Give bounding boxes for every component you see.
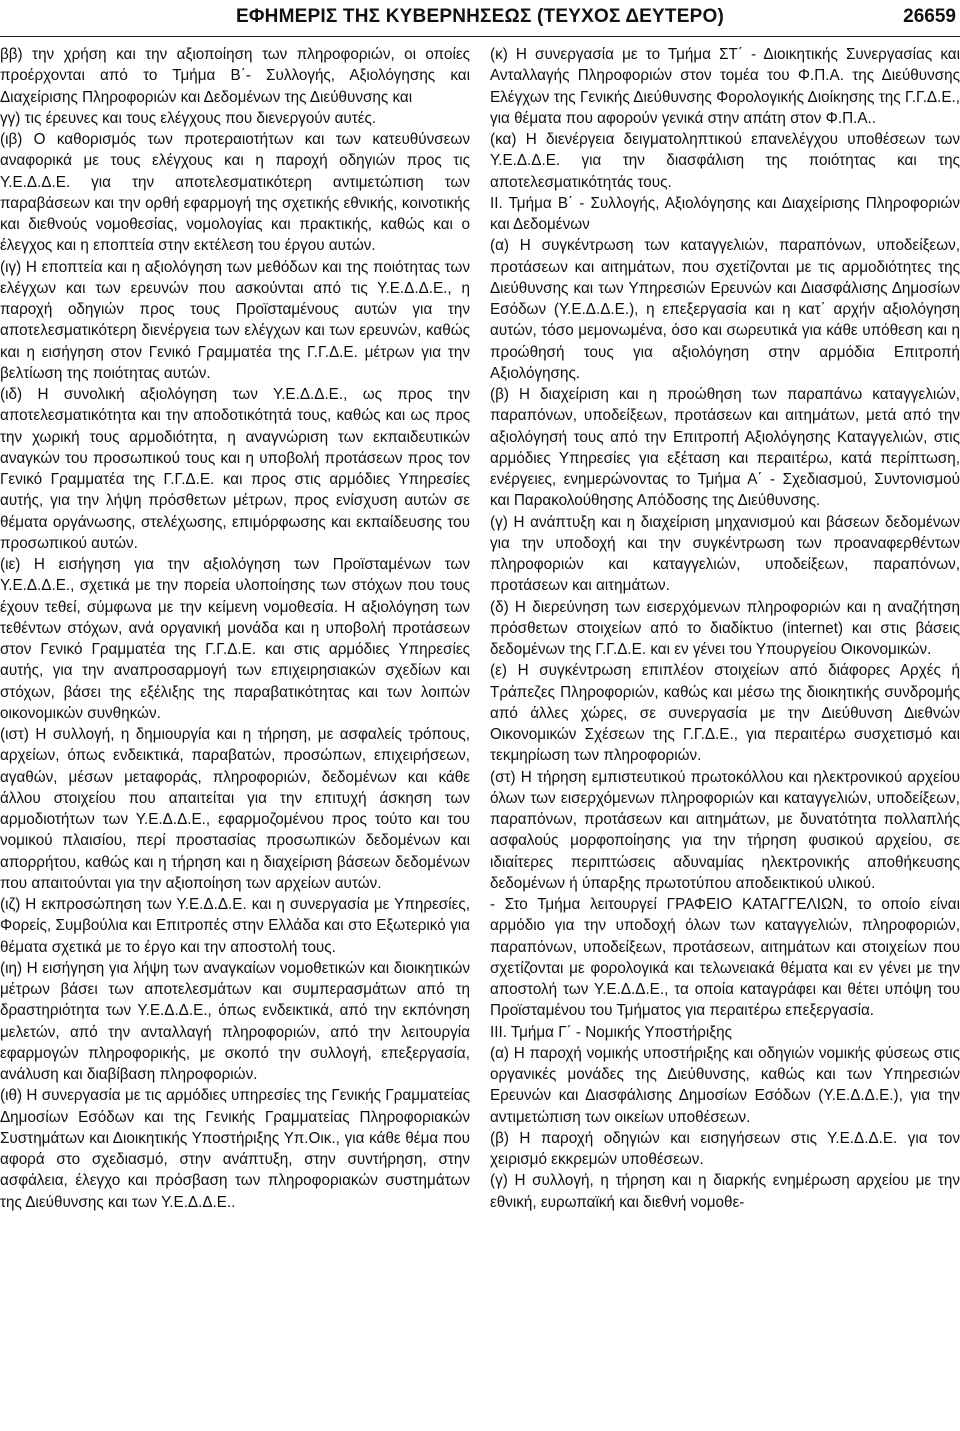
paragraph: (ιε) Η εισήγηση για την αξιολόγηση των Προϊσταμένων των Υ.Ε.Δ.Δ.Ε., σχετικά με την πορεία υλοποίησης των στόχων που τους έχουν τεθεί, σύμφωνα με την κείμενη νομοθεσία. Η αξιολόγηση των τεθέντων στόχων, ανά οργανική μονάδα και η υποβολή προτάσεων στον Γενικό Γραμματέα της Γ.Γ.Δ.Ε. και στις αρμόδιες Υπηρεσίες αυτής, για την αναπροσαρμογή των επιχειρησιακών σχεδίων και στόχων, βάσει της εξέλιξης της παραβατικότητας και των λοιπών οικονομικών συνθηκών.	[0, 556, 470, 722]
paragraph: (κα) Η διενέργεια δειγματοληπτικού επανελέγχου υποθέσεων των Υ.Ε.Δ.Δ.Ε. για την διασφάλιση της ποιότητας και της αποτελεσματικότητάς τους.	[490, 131, 960, 191]
paragraph: ββ) την χρήση και την αξιοποίηση των πληροφοριών, οι οποίες προέρχονται από το Τμήμα Β΄- Συλλογής, Αξιολόγησης και Διαχείρισης Πληροφοριών και Δεδομένων της Διεύθυνσης και	[0, 46, 470, 106]
left-column	[0, 44, 470, 1213]
paragraph: (στ) Η τήρηση εμπιστευτικού πρωτοκόλλου και ηλεκτρονικού αρχείου όλων των εισερχόμενων πληροφοριών και καταγγελιών, υποδείξεων, παραπόνων, προτάσεων και αιτημάτων, με δυνατότητα πολλαπλής ασφαλούς μορφοποίησης για την τήρηση φυσικού αρχείου, σε ιδιαίτερες περιπτώσεις αδυναμίας ηλεκτρονικής αποθήκευσης δεδομένων ή ύπαρξης πρωτοτύπου αποδεικτικού υλικού.	[490, 768, 960, 892]
paragraph: - Στο Τμήμα λειτουργεί ΓΡΑΦΕΙΟ ΚΑΤΑΓΓΕΛΙΩΝ, το οποίο είναι αρμόδιο για την υποδοχή όλων των καταγγελιών, πληροφοριών, παραπόνων, υποδείξεων, προτάσεων, αιτημάτων και στοιχείων που σχετίζονται με φορολογικά και τελωνειακά θέματα και εν γένει με την αποστολή των Υ.Ε.Δ.Δ.Ε., τα οποία καταγράφει και θέτει υπόψη του Προϊσταμένου του Τμήματος για περαιτέρω επεξεργασία.	[490, 896, 960, 1020]
paragraph: (β) Η διαχείριση και η προώθηση των παραπάνω καταγγελιών, παραπόνων, υποδείξεων, προτάσεων και αιτημάτων, μετά από την αξιολόγησή τους από την Επιτροπή Αξιολόγησης Καταγγελιών, στις αρμόδιες Υπηρεσίες για εξέταση και περαιτέρω, κατά περίπτωση, ενέργειες, ενημερώνοντας το Τμήμα Α΄ - Σχεδιασμού, Συντονισμού και Παρακολούθησης Απόδοσης της Διεύθυνσης.	[490, 386, 960, 510]
paragraph: (ιη) Η εισήγηση για λήψη των αναγκαίων νομοθετικών και διοικητικών μέτρων βάσει των αποτελεσμάτων και συμπερασμάτων από τη δραστηριότητα των Υ.Ε.Δ.Δ.Ε., όπως ενδεικτικά, από την εκπόνηση μελετών, από την ανταλλαγή πληροφοριών, από την λειτουργία εφαρμογών πληροφορικής, με σκοπό την συλλογή, επεξεργασία, ανάλυση και διαβίβαση πληροφοριών.	[0, 959, 470, 1083]
section-heading: ΙΙΙ. Τμήμα Γ΄ - Νομικής Υποστήριξης	[490, 1023, 732, 1041]
paragraph: (ιβ) Ο καθορισμός των προτεραιοτήτων και των κατευθύνσεων αναφορικά με τους ελέγχους και η παροχή οδηγιών προς τις Υ.Ε.Δ.Δ.Ε. για την αποτελεσματικότερη αντιμετώπιση των παραβάσεων και την ορθή εφαρμογή της σχετικής εθνικής, κοινοτικής και διεθνούς νομοθεσίας, νομολογίας και πρακτικής, καθώς και ο έλεγχος και η εποπτεία στην εκτέλεση του έργου αυτών.	[0, 131, 470, 255]
paragraph: (α) Η παροχή νομικής υποστήριξης και οδηγιών νομικής φύσεως στις οργανικές μονάδες της Διεύθυνσης, καθώς και των Υπηρεσιών Ερευνών και Διασφάλισης Δημοσίων Εσόδων (Υ.Ε.Δ.Δ.Ε.), για την αντιμετώπιση των οικείων υποθέσεων.	[490, 1044, 960, 1126]
paragraph: (γ) Η ανάπτυξη και η διαχείριση μηχανισμού και βάσεων δεδομένων για την υποδοχή και την συγκέντρωση των προαναφερθέντων πληροφοριών και καταγγελιών, υποδείξεων, παραπόνων, προτάσεων και αιτημάτων.	[490, 513, 960, 595]
paragraph: (δ) Η διερεύνηση των εισερχόμενων πληροφοριών και η αναζήτηση πρόσθετων στοιχείων από το διαδίκτυο (internet) και στις βάσεις δεδομένων της Γ.Γ.Δ.Ε. και εν γένει του Υπουργείου Οικονομικών.	[490, 598, 960, 658]
paragraph: (ιγ) Η εποπτεία και η αξιολόγηση των μεθόδων και της ποιότητας των ελέγχων και των ερευνών που ασκούνται από τις Υ.Ε.Δ.Δ.Ε., η παροχή οδηγιών προς τους Προϊσταμένους αυτών για την αποτελεσματικότερη διενέργεια των ελέγχων και των ερευνών, καθώς και η εισήγηση στον Γενικό Γραμματέα της Γ.Γ.Δ.Ε. μέτρων για την βελτίωση της ποιότητας αυτών.	[0, 258, 470, 382]
paragraph: (ιθ) Η συνεργασία με τις αρμόδιες υπηρεσίες της Γενικής Γραμματείας Δημοσίων Εσόδων και της Γενικής Γραμματείας Πληροφοριακών Συστημάτων και Διοικητικής Υποστήριξης Υπ.Οικ., για κάθε θέμα που αφορά στο σχεδιασμό, στην ανάπτυξη, στην συντήρηση, στην ασφάλεια, έλεγχο και πρόσβαση των πληροφοριακών συστημάτων της Διεύθυνσης και των Υ.Ε.Δ.Δ.Ε..	[0, 1087, 470, 1211]
right-column	[490, 44, 960, 1213]
paragraph: γγ) τις έρευνες και τους ελέγχους που διενεργούν αυτές.	[0, 109, 377, 127]
paragraph: (ιζ) Η εκπροσώπηση των Υ.Ε.Δ.Δ.Ε. και η συνεργασία με Υπηρεσίες, Φορείς, Συμβούλια και Επιτροπές στην Ελλάδα και στο Εξωτερικό για θέματα σχετικά με το έργο και την αποστολή τους.	[0, 896, 470, 956]
gazette-title: ΕΦΗΜΕΡΙΣ ΤΗΣ ΚΥΒΕΡΝΗΣΕΩΣ (ΤΕΥΧΟΣ ΔΕΥΤΕΡΟ)	[236, 6, 724, 27]
section-heading: ΙΙ. Τμήμα Β΄ - Συλλογής, Αξιολόγησης και Διαχείρισης Πληροφοριών και Δεδομένων	[490, 194, 960, 233]
page-number: 26659	[903, 6, 956, 27]
paragraph: (γ) Η συλλογή, η τήρηση και η διαρκής ενημέρωση αρχείου με την εθνική, ευρωπαϊκή και διεθνή νομοθε-	[490, 1172, 960, 1211]
paragraph: (ιστ) Η συλλογή, η δημιουργία και η τήρηση, με ασφαλείς τρόπους, αρχείων, όπως ενδεικτικά, παραβατών, προσώπων, επιχειρήσεων, αγαθών, μέσων μεταφοράς, πληροφοριών, δεδομένων και κάθε άλλου στοιχείου που απαιτείται για την επιτυχή άσκηση των αρμοδιοτήτων των Υ.Ε.Δ.Δ.Ε., εφαρμοζομένου προς τούτο και του νομικού πλαισίου, περί προστασίας προσωπικών δεδομένων και απορρήτου, καθώς και η τήρηση και η διαχείριση βάσεων δεδομένων που απαιτούνται για την αξιοποίηση των αρχείων αυτών.	[0, 726, 470, 892]
page-header	[0, 2, 960, 37]
paragraph: (κ) Η συνεργασία με το Τμήμα ΣΤ΄ - Διοικητικής Συνεργασίας και Ανταλλαγής Πληροφοριών στον τομέα του Φ.Π.Α. της Διεύθυνσης Ελέγχων της Γενικής Διεύθυνσης Φορολογικής Διοίκησης της Γ.Γ.Δ.Ε., για θέματα που αφορούν γενικά στην απάτη στον Φ.Π.Α..	[490, 46, 960, 127]
paragraph: (ε) Η συγκέντρωση επιπλέον στοιχείων από διάφορες Αρχές ή Τράπεζες Πληροφοριών, καθώς και μέσω της διοικητικής συνδρομής από άλλες χώρες, σε συνεργασία με την Διεύθυνση Διεθνών Οικονομικών Σχέσεων της Γ.Γ.Δ.Ε., για περαιτέρω συσχετισμό και τεκμηρίωση των πληροφοριών.	[490, 662, 960, 765]
paragraph: (ιδ) Η συνολική αξιολόγηση των Υ.Ε.Δ.Δ.Ε., ως προς την αποτελεσματικότητα και την αποδοτικότητά τους, καθώς και ως προς την χωρική τους αρμοδιότητα, η αναγνώριση των εκπαιδευτικών αναγκών του προσωπικού τους και η υποβολή προτάσεων προς τον Γενικό Γραμματέα της Γ.Γ.Δ.Ε. και προς στις αρμόδιες Υπηρεσίες αυτής, για την λήψη πρόσθετων μέτρων, προς ενίσχυση αυτών σε θέματα οργάνωσης, στελέχωσης, επιμόρφωσης και εκπαίδευσης του προσωπικού αυτών.	[0, 386, 470, 552]
paragraph: (α) Η συγκέντρωση των καταγγελιών, παραπόνων, υποδείξεων, προτάσεων και αιτημάτων, που σχετίζονται με τις αρμοδιότητες της Διεύθυνσης και των Υπηρεσιών Ερευνών και Διασφάλισης Δημοσίων Εσόδων (Υ.Ε.Δ.Δ.Ε.), η επεξεργασία και η κατ΄ αρχήν αξιολόγηση αυτών, τόσο μεμονωμένα, όσο και σωρευτικά για κάθε υπόθεση και η προώθησή τους για αξιολόγηση στην αρμόδια Επιτροπή Αξιολόγησης.	[490, 237, 960, 382]
paragraph: (β) Η παροχή οδηγιών και εισηγήσεων στις Υ.Ε.Δ.Δ.Ε. για τον χειρισμό εκκρεμών υποθέσεων.	[490, 1129, 960, 1168]
